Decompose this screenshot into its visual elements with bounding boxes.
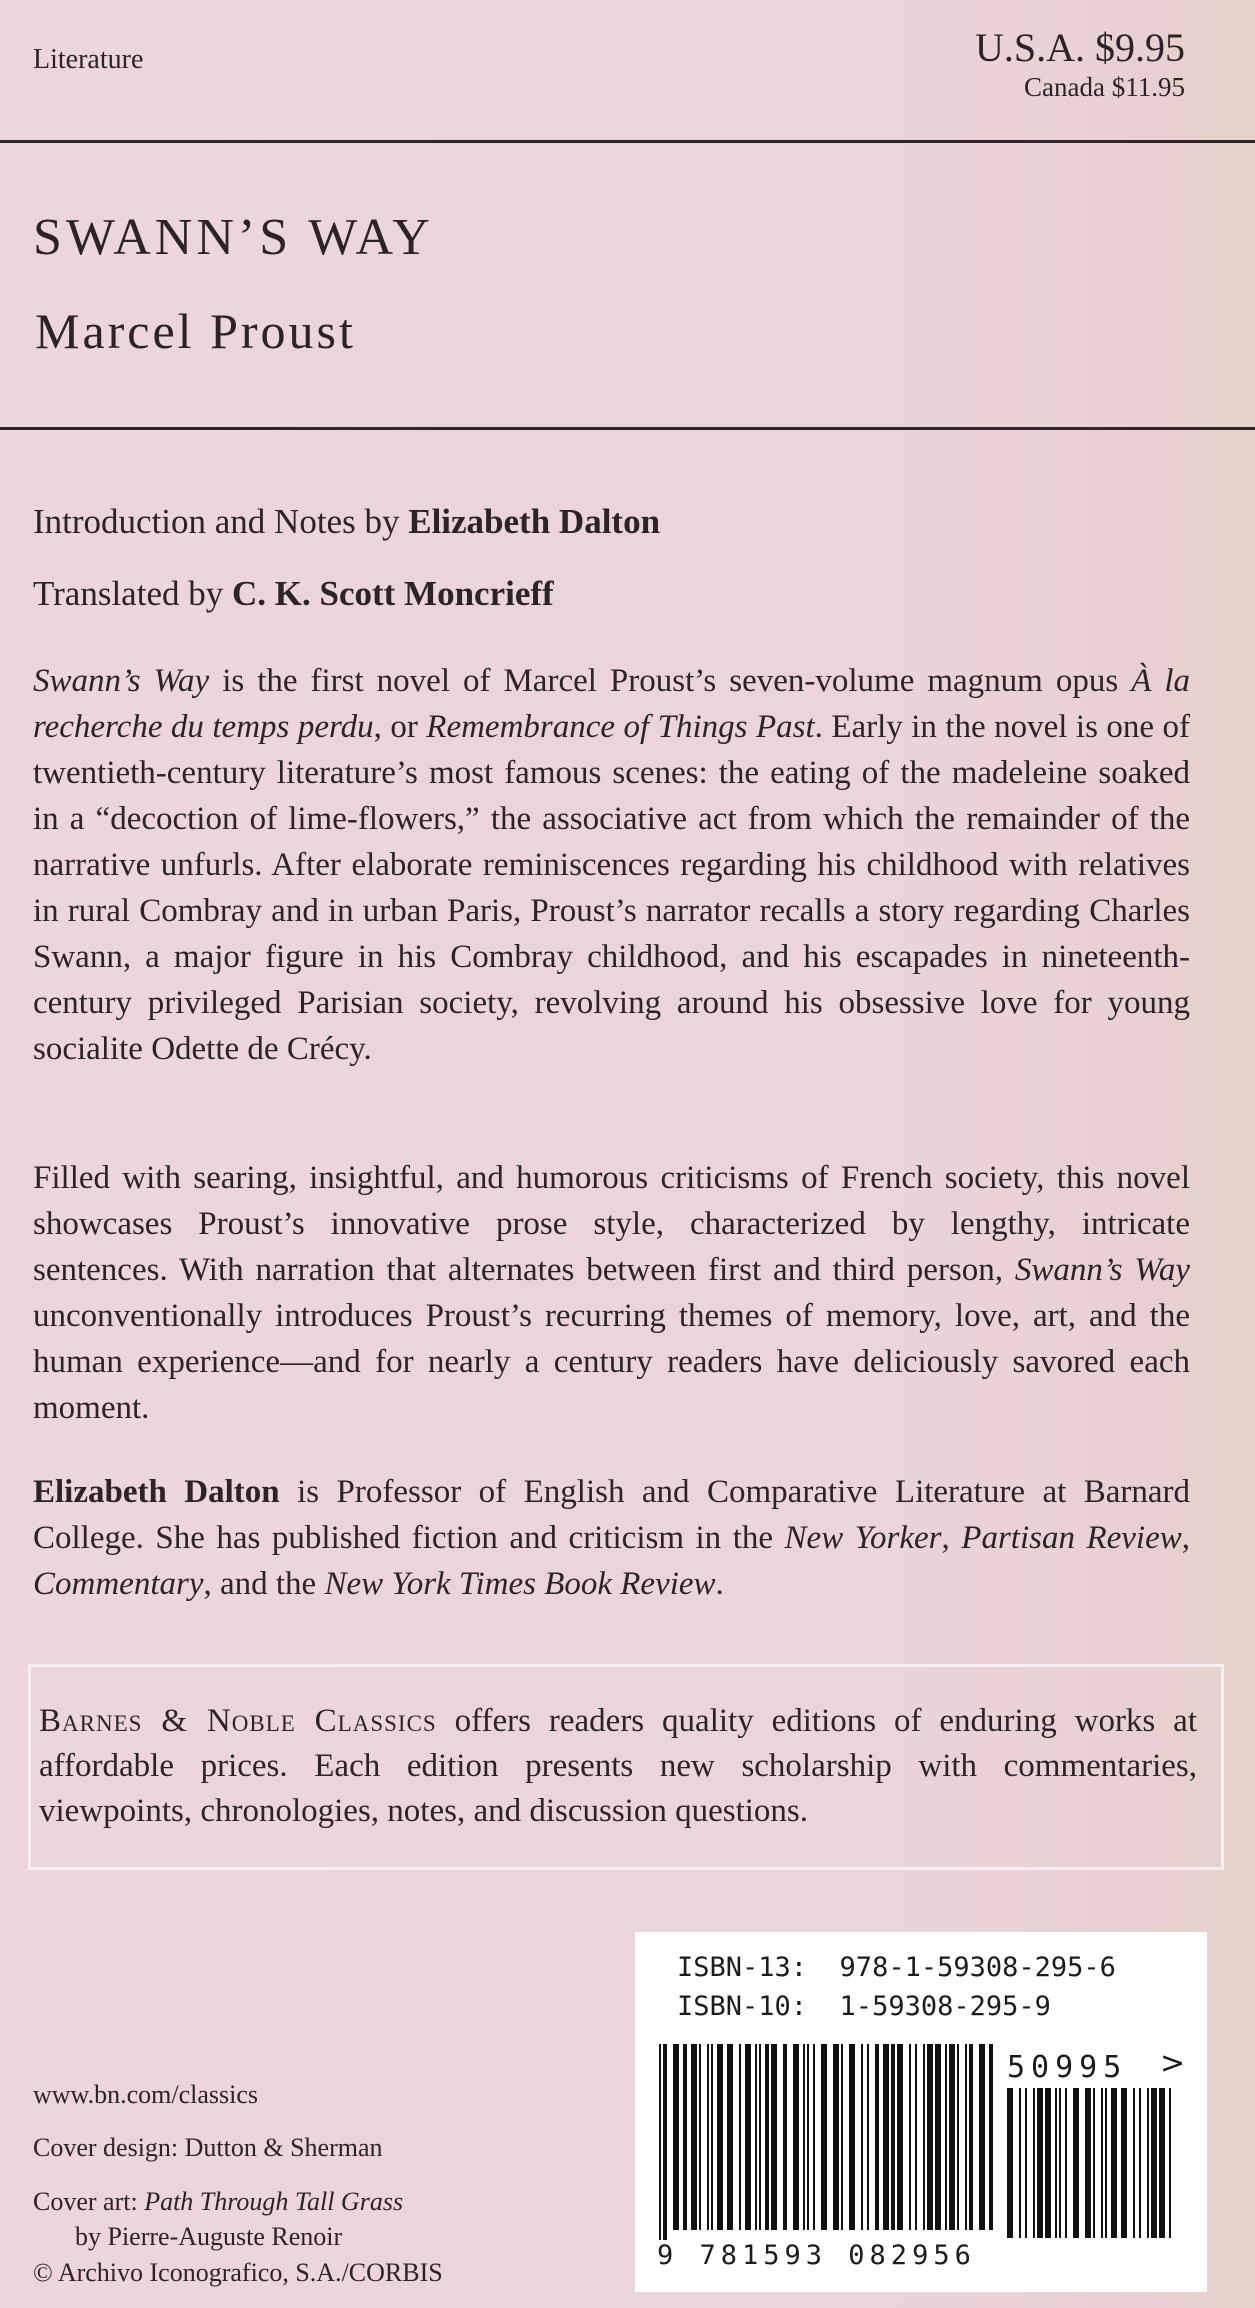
price-canada: Canada $11.95 xyxy=(1024,72,1185,102)
series-box xyxy=(28,1664,1224,1870)
book-title: SWANN’S WAY xyxy=(33,209,434,266)
barcode-bar xyxy=(1111,2088,1117,2238)
description-paragraph-2 xyxy=(33,1155,1190,1431)
barcode-bar xyxy=(897,2044,903,2230)
cover-art-title: Path Through Tall Grass xyxy=(144,2187,404,2216)
cover-design-credit: Cover design: Dutton & Sherman xyxy=(33,2133,383,2162)
barcode-bar xyxy=(727,2044,733,2230)
series-brand: Barnes & Noble Classics xyxy=(39,1703,437,1739)
publication-title: Commentary xyxy=(33,1566,204,1602)
cover-art-credit xyxy=(33,2187,403,2217)
barcode-bar xyxy=(1045,2088,1051,2238)
barcode-bar xyxy=(1121,2088,1127,2238)
barcode-bar xyxy=(771,2044,777,2230)
barcode-bar xyxy=(989,2044,993,2230)
series-text xyxy=(39,1699,1197,1834)
price-usa: U.S.A. $9.95 xyxy=(974,25,1185,70)
barcode-bar xyxy=(923,2044,925,2230)
text-run: unconventionally introduces Proust’s recurring themes of memory, love, art, and the human experience—and for nearly a century readers have deliciously savored each moment. xyxy=(33,1298,1190,1426)
barcode-bar xyxy=(1169,2088,1171,2238)
text-run: , xyxy=(1181,1520,1190,1556)
barcode-bar xyxy=(663,2044,667,2240)
book-title-italic: Swann’s Way xyxy=(33,663,210,699)
barcode-bar xyxy=(673,2044,679,2230)
barcode-bar xyxy=(1159,2088,1165,2238)
barcode-bar xyxy=(945,2044,947,2230)
intro-credit xyxy=(33,502,660,542)
barcode-bar xyxy=(691,2044,697,2230)
text-run: , and the xyxy=(203,1566,325,1602)
bottom-rule xyxy=(0,427,1255,430)
barcode-bar xyxy=(759,2044,761,2230)
barcode-bar xyxy=(803,2044,805,2230)
barcode-bar xyxy=(807,2044,809,2230)
barcode-bar xyxy=(1085,2088,1091,2238)
barcode-bar xyxy=(1147,2088,1149,2238)
text-run: , xyxy=(941,1520,962,1556)
barcode-bar xyxy=(659,2044,661,2240)
barcode-bar xyxy=(957,2044,959,2230)
cover-art-artist: by Pierre-Auguste Renoir xyxy=(75,2222,343,2251)
top-rule xyxy=(0,140,1255,143)
book-title-italic: Swann’s Way xyxy=(1014,1252,1191,1288)
barcode-bar xyxy=(949,2044,955,2230)
barcode-bar xyxy=(909,2044,911,2230)
barcode-bar xyxy=(707,2044,709,2230)
cover-art-prefix: Cover art: xyxy=(33,2187,145,2216)
barcode-bar xyxy=(783,2044,787,2230)
barcode-bar xyxy=(875,2044,879,2230)
barcode-bar xyxy=(965,2044,967,2230)
category-label: Literature xyxy=(33,44,144,75)
barcode-bar xyxy=(935,2044,941,2230)
english-title: Remembrance of Things Past xyxy=(426,709,815,745)
barcode-bar xyxy=(1133,2088,1135,2238)
barcode-bar xyxy=(867,2044,869,2230)
text-run: is the first novel of Marcel Proust’s seven-volume magnum opus xyxy=(209,663,1132,699)
text-run: is Professor of English and Comparative Literature at Barnard College. She has published fiction and criticism in the xyxy=(33,1474,1190,1556)
price-code: 50995 xyxy=(1007,2050,1128,2085)
barcode-bar xyxy=(711,2044,713,2230)
text-run: offers readers quality editions of enduring works at affordable prices. Each edition presents new scholarship with commentaries, viewpoints, chronologies, notes, and discussion questions. xyxy=(39,1703,1197,1829)
price-arrow-icon: > xyxy=(1160,2046,1186,2081)
barcode-bar xyxy=(969,2044,973,2230)
translator-credit xyxy=(33,574,554,614)
ean-barcode xyxy=(655,2044,1005,2244)
barcode-bar xyxy=(1019,2088,1021,2238)
barcode-bar xyxy=(979,2044,985,2230)
editor-bio-paragraph xyxy=(33,1469,1190,1607)
barcode-bar xyxy=(841,2044,843,2230)
isbn-13: ISBN-13: 978-1-59308-295-6 xyxy=(677,1952,1116,1983)
text-run: . xyxy=(715,1566,724,1602)
intro-credit-name: Elizabeth Dalton xyxy=(408,502,661,541)
barcode-bar xyxy=(1139,2088,1141,2238)
barcode-bar xyxy=(793,2044,799,2230)
isbn-10: ISBN-10: 1-59308-295-9 xyxy=(677,1991,1051,2022)
barcode-bar xyxy=(1093,2088,1095,2238)
book-author: Marcel Proust xyxy=(35,303,356,359)
barcode-number: 9 781593 082956 xyxy=(657,2240,976,2271)
barcode-bar xyxy=(765,2044,769,2230)
barcode-panel xyxy=(635,1932,1207,2292)
barcode-bar xyxy=(745,2044,751,2230)
cover-art-copyright: © Archivo Iconografico, S.A./CORBIS xyxy=(33,2258,443,2287)
barcode-bar xyxy=(821,2044,827,2230)
publication-title: New York Times Book Review xyxy=(324,1566,716,1602)
publication-title: Partisan Review xyxy=(961,1520,1182,1556)
barcode-bar xyxy=(915,2044,917,2230)
barcode-bar xyxy=(1101,2088,1103,2238)
barcode-bar xyxy=(683,2044,687,2230)
barcode-bar xyxy=(861,2044,863,2230)
barcode-bar xyxy=(927,2044,933,2230)
barcode-bar xyxy=(1065,2088,1067,2238)
barcode-bar xyxy=(833,2044,839,2230)
barcode-bar xyxy=(1025,2088,1027,2238)
barcode-bar xyxy=(1151,2088,1157,2238)
text-run: , or xyxy=(373,709,427,745)
intro-credit-prefix: Introduction and Notes by xyxy=(33,502,409,541)
barcode-bar xyxy=(717,2044,723,2230)
barcode-bar xyxy=(1105,2088,1107,2238)
price-barcode xyxy=(1003,2088,1183,2244)
editor-name: Elizabeth Dalton xyxy=(33,1474,280,1510)
barcode-bar xyxy=(849,2044,855,2230)
barcode-bar xyxy=(1033,2088,1035,2238)
barcode-bar xyxy=(699,2044,701,2230)
barcode-bar xyxy=(739,2044,741,2230)
publication-title: New Yorker xyxy=(784,1520,942,1556)
barcode-bar xyxy=(1007,2088,1013,2238)
barcode-bar xyxy=(1073,2088,1079,2238)
text-run: Filled with searing, insightful, and humorous criticisms of French society, this novel showcases Proust’s innovative prose style, characterized by lengthy, intricate sentences. With narration that alternates between first and third person, xyxy=(33,1160,1190,1288)
barcode-bar xyxy=(891,2044,895,2230)
website-link[interactable]: www.bn.com/classics xyxy=(33,2080,259,2109)
barcode-bar xyxy=(755,2044,757,2230)
description-paragraph-1 xyxy=(33,658,1190,1072)
french-title: À la recherche du temps perdu xyxy=(33,663,1191,745)
text-run: . Early in the novel is one of twentieth-century literature’s most famous scenes: the eating of the madeleine soaked in a “decoction of lime-flowers,” the associative act from which the remainder of the narrative unfurls. After elaborate reminiscences regarding his childhood with relatives in rural Combray and in urban Paris, Proust’s narrator recalls a story regarding Charles Swann, a major figure in his Combray childhood, and his escapades in nineteenth-century privileged Parisian society, revolving around his obsessive love for young socialite Odette de Crécy. xyxy=(33,709,1190,1067)
barcode-bar xyxy=(813,2044,815,2230)
barcode-bar xyxy=(883,2044,889,2230)
translator-credit-prefix: Translated by xyxy=(33,574,232,613)
barcode-bar xyxy=(1059,2088,1061,2238)
barcode-bar xyxy=(1037,2088,1043,2238)
translator-credit-name: C. K. Scott Moncrieff xyxy=(231,574,554,613)
barcode-bar xyxy=(1055,2088,1057,2238)
